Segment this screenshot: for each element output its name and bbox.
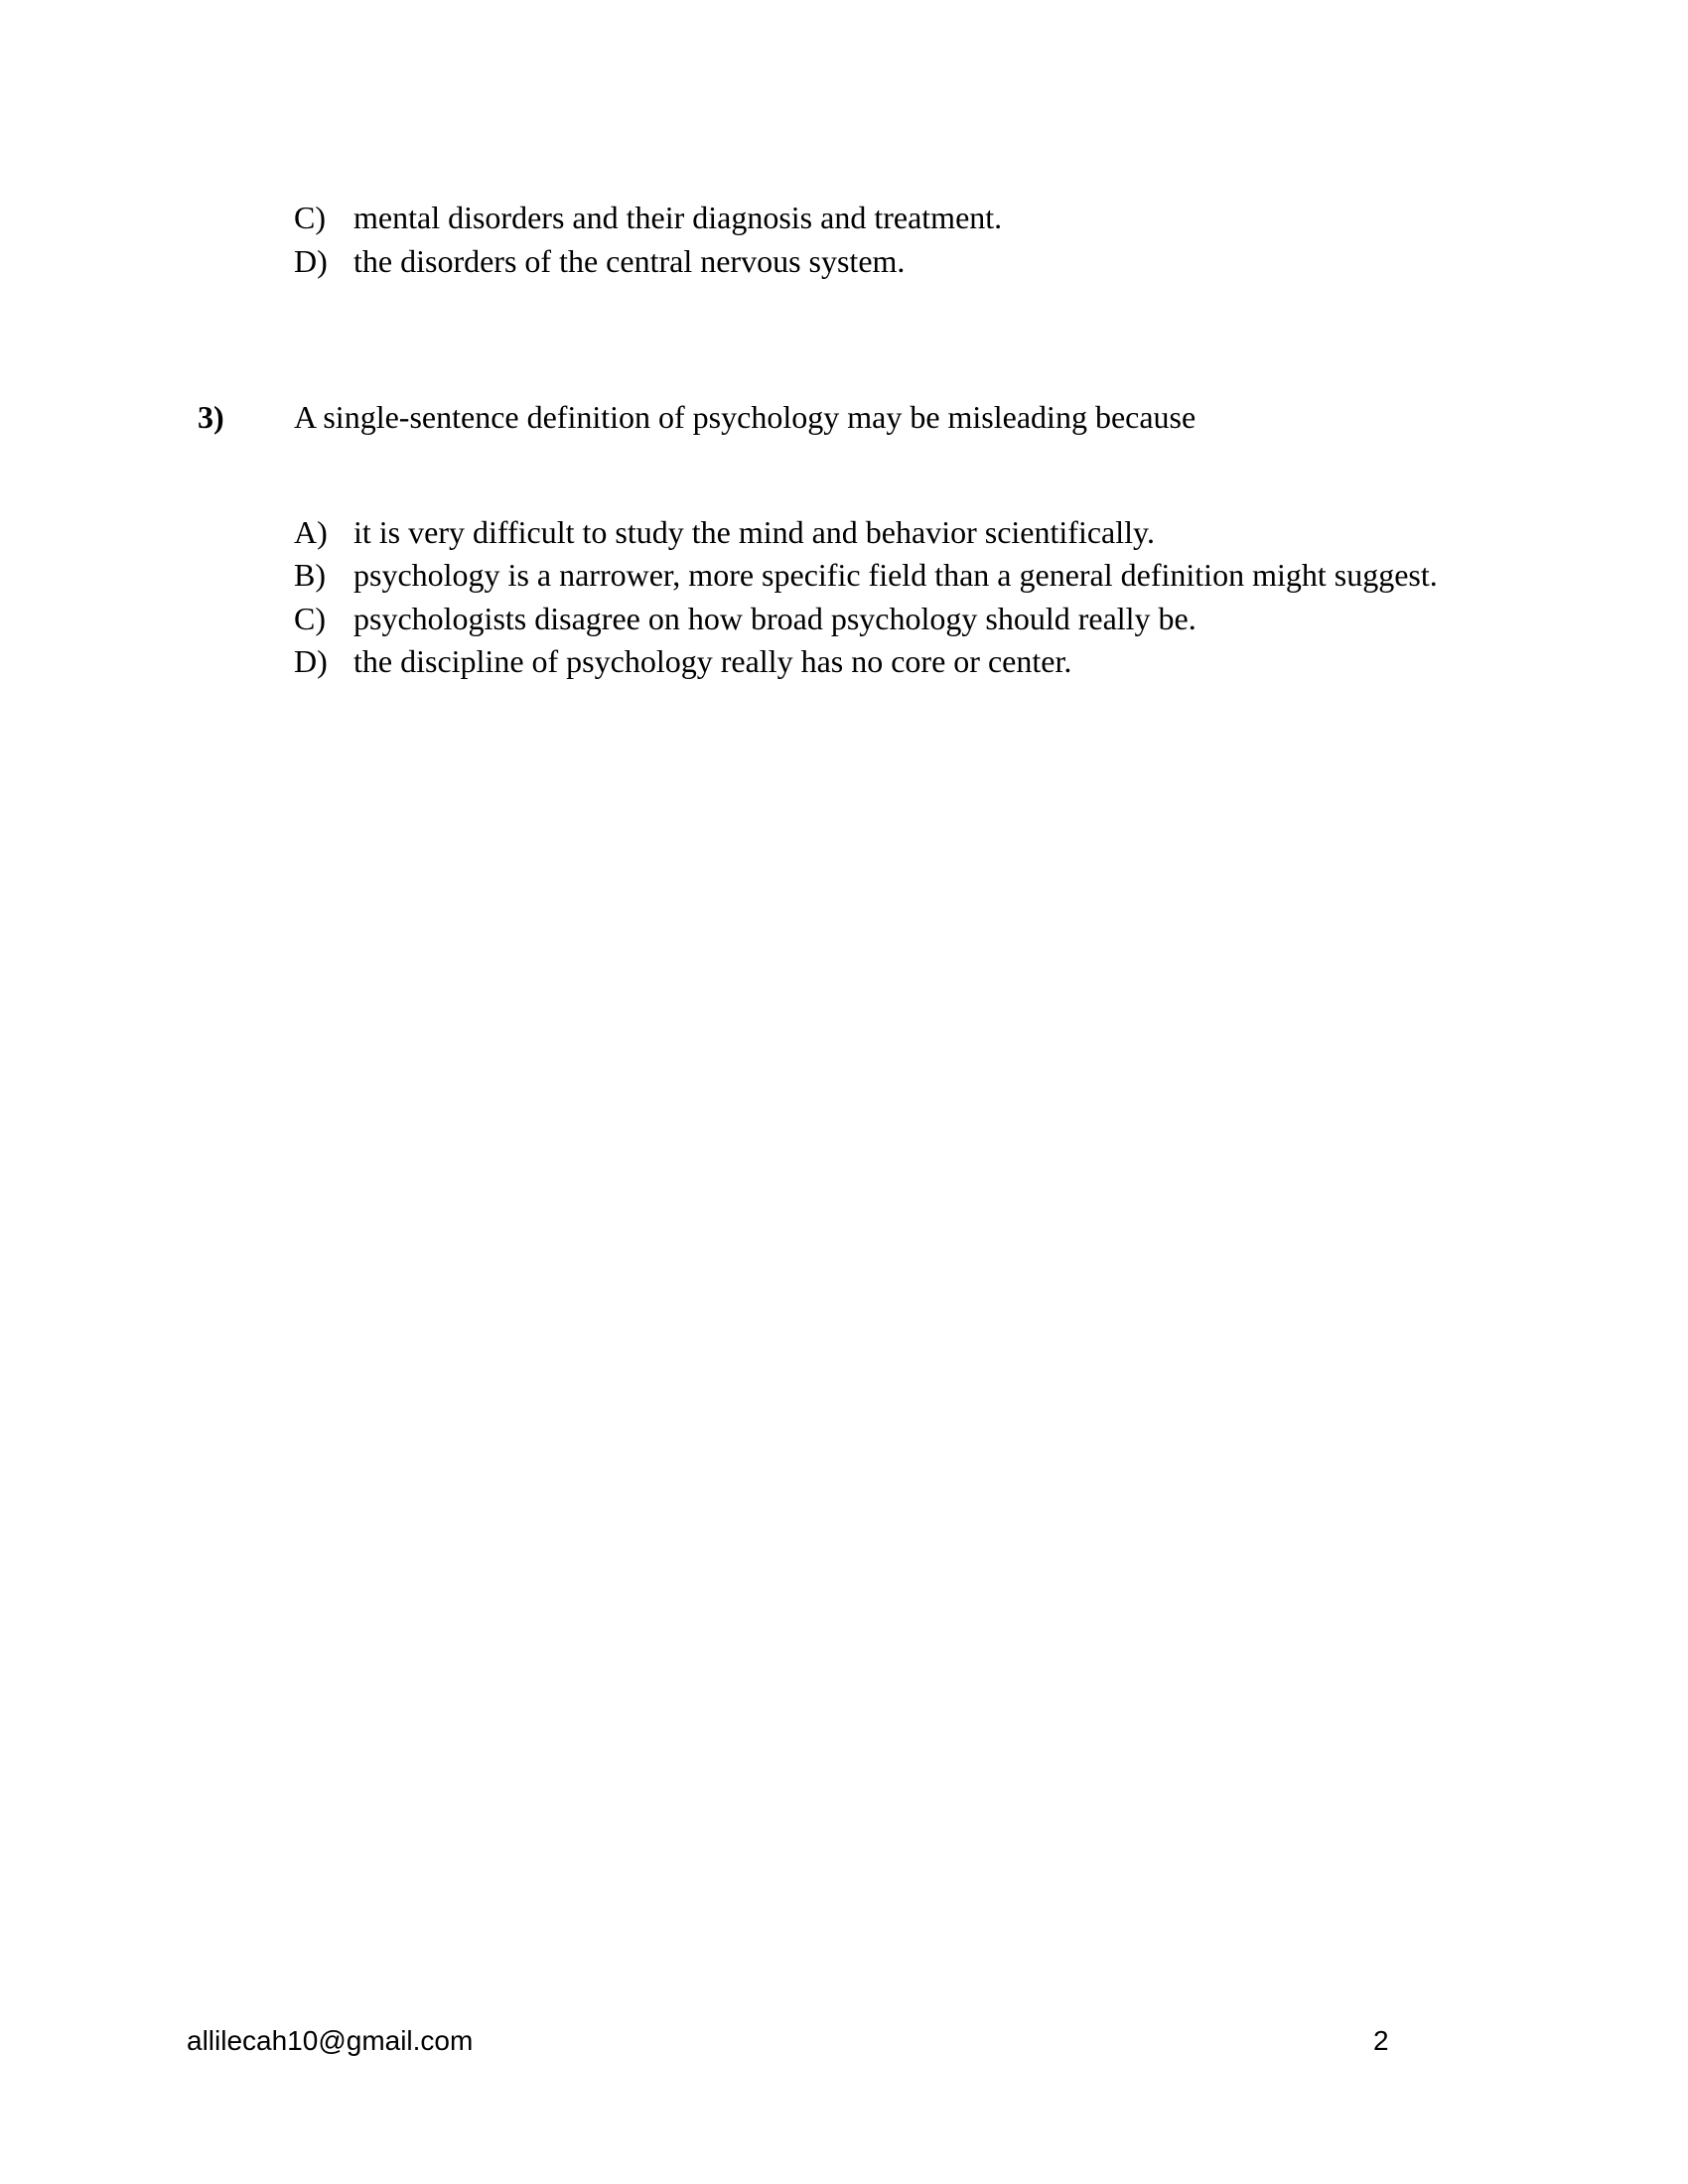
option-label: C): [294, 601, 326, 636]
option-text: it is very difficult to study the mind and behavior scientifically.: [353, 514, 1155, 550]
footer-email: allilecah10@gmail.com: [187, 2025, 474, 2056]
option-label: B): [294, 557, 326, 593]
option-text: the discipline of psychology really has no core or center.: [353, 643, 1072, 679]
option-text: mental disorders and their diagnosis and treatment.: [353, 200, 1003, 235]
option-label: A): [294, 514, 328, 550]
page-number: 2: [1373, 2025, 1389, 2056]
option-text: psychologists disagree on how broad psychology should really be.: [353, 601, 1196, 636]
option-text: the disorders of the central nervous system.: [353, 243, 906, 279]
option-label: C): [294, 200, 326, 235]
option-label: D): [294, 643, 328, 679]
option-label: D): [294, 243, 328, 279]
question-stem: A single-sentence definition of psychology may be misleading because: [294, 399, 1196, 435]
question-number: 3): [198, 399, 224, 435]
option-text: psychology is a narrower, more specific field than a general definition might suggest.: [353, 557, 1438, 593]
